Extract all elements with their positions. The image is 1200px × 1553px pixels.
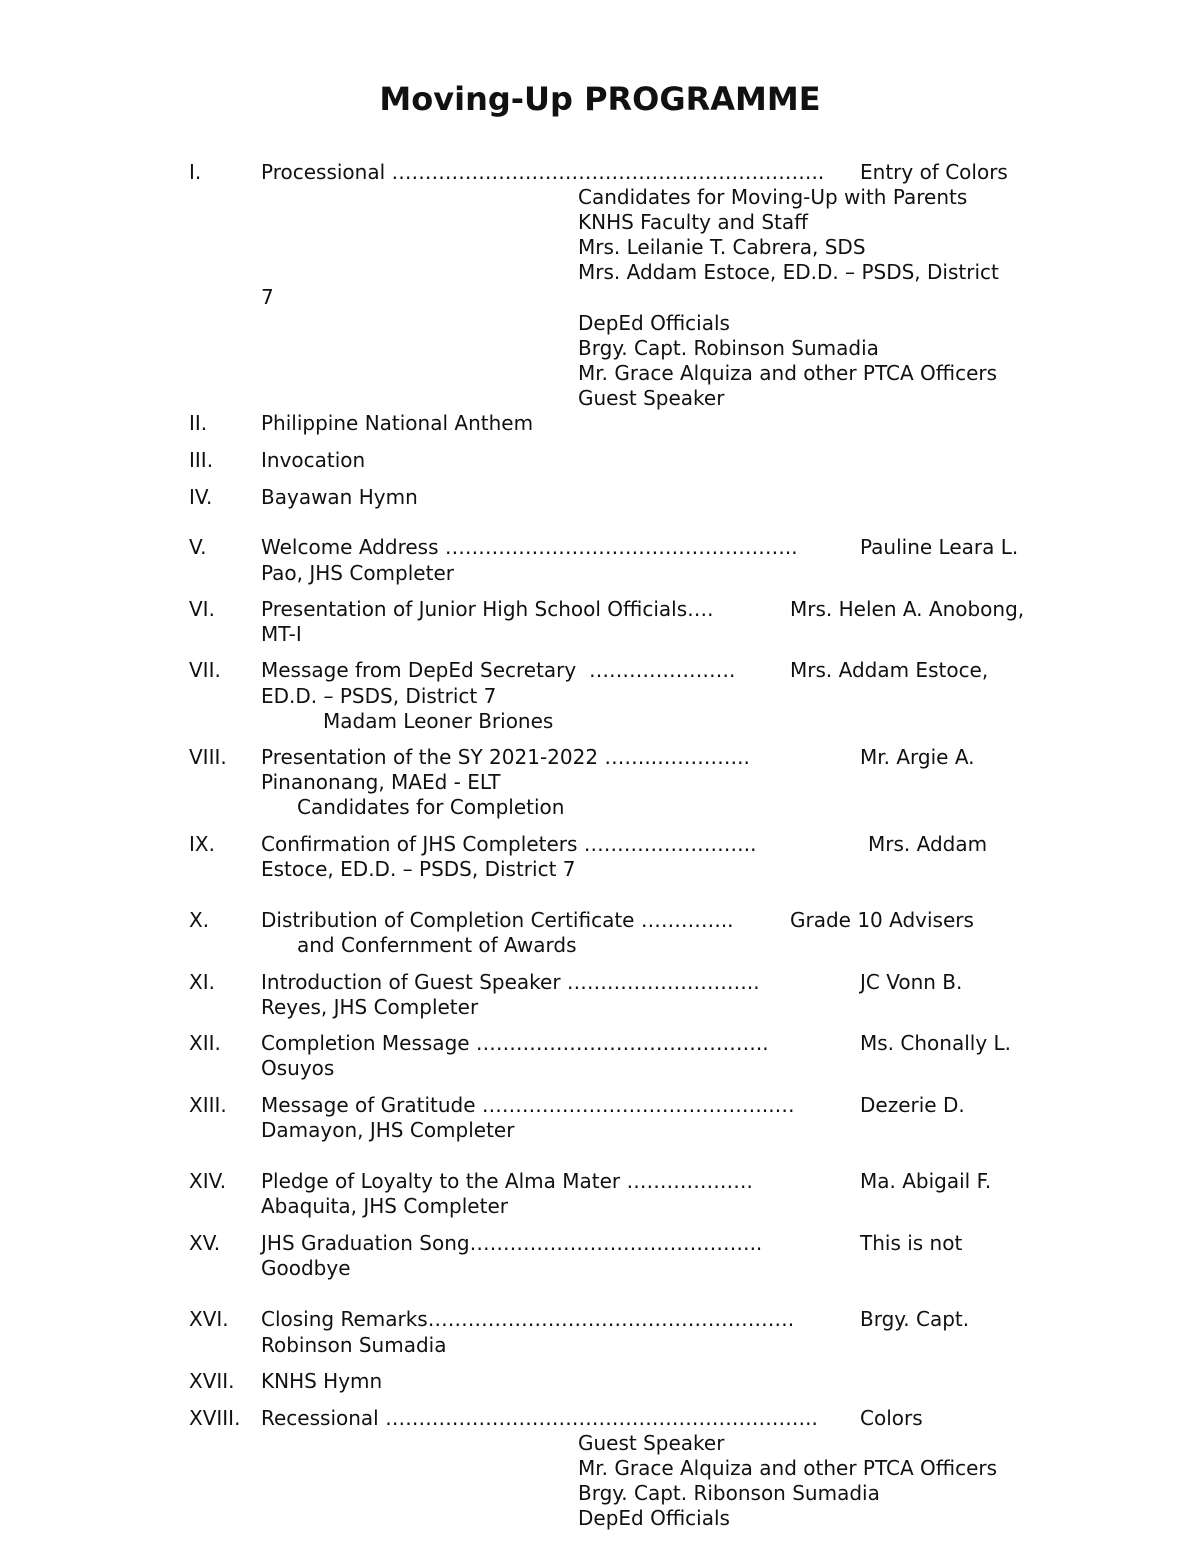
item-subline: KNHS Faculty and Staff bbox=[578, 210, 808, 234]
item-subline: Mrs. Addam Estoce, ED.D. – PSDS, District bbox=[578, 260, 999, 284]
item-subline: Guest Speaker bbox=[578, 386, 725, 410]
item-number: VI. bbox=[189, 597, 215, 621]
item-number: XVI. bbox=[189, 1307, 229, 1331]
item-title: Introduction of Guest Speaker ……………………….. bbox=[261, 970, 760, 994]
item-subline: Brgy. Capt. Robinson Sumadia bbox=[578, 336, 879, 360]
item-title: Presentation of the SY 2021-2022 ……..………….. bbox=[261, 745, 750, 769]
item-title: Recessional ……………………………………………………….. bbox=[261, 1406, 818, 1430]
item-title: Message of Gratitude ……………………………………..… bbox=[261, 1093, 795, 1117]
item-title-cont: Madam Leoner Briones bbox=[323, 709, 554, 733]
item-assignee: Entry of Colors bbox=[860, 160, 1008, 184]
item-assignee: Pauline Leara L. bbox=[860, 535, 1019, 559]
item-title: KNHS Hymn bbox=[261, 1369, 383, 1393]
item-subline: Candidates for Moving-Up with Parents bbox=[578, 185, 968, 209]
item-number: XVII. bbox=[189, 1369, 235, 1393]
item-subline: DepEd Officials bbox=[578, 311, 730, 335]
item-assignee-cont: Osuyos bbox=[261, 1056, 335, 1080]
item-subline: Mr. Grace Alquiza and other PTCA Officers bbox=[578, 361, 998, 385]
item-number: XI. bbox=[189, 970, 215, 994]
item-title: Philippine National Anthem bbox=[261, 411, 534, 435]
item-title: Closing Remarks………………………………………………. bbox=[261, 1307, 795, 1331]
item-assignee-cont: Robinson Sumadia bbox=[261, 1333, 447, 1357]
item-assignee: Ms. Chonally L. bbox=[860, 1031, 1012, 1055]
item-subline: Mrs. Leilanie T. Cabrera, SDS bbox=[578, 235, 866, 259]
item-number: III. bbox=[189, 448, 214, 472]
item-assignee-cont: MT-I bbox=[261, 622, 302, 646]
item-assignee: JC Vonn B. bbox=[860, 970, 963, 994]
item-number: VII. bbox=[189, 658, 221, 682]
item-subline: Guest Speaker bbox=[578, 1431, 725, 1455]
item-title: Distribution of Completion Certificate ………….. bbox=[261, 908, 734, 932]
item-number: XIII. bbox=[189, 1093, 227, 1117]
item-title: Presentation of Junior High School Officials…. bbox=[261, 597, 714, 621]
item-title-cont: and Confernment of Awards bbox=[297, 933, 577, 957]
item-assignee-cont: ED.D. – PSDS, District 7 bbox=[261, 684, 497, 708]
item-number: XVIII. bbox=[189, 1406, 241, 1430]
item-title: Processional ……………………………………………………….. bbox=[261, 160, 825, 184]
item-subline: Brgy. Capt. Ribonson Sumadia bbox=[578, 1481, 880, 1505]
item-assignee-cont: Pao, JHS Completer bbox=[261, 561, 454, 585]
item-number: X. bbox=[189, 908, 210, 932]
item-title: Pledge of Loyalty to the Alma Mater ………………. bbox=[261, 1169, 753, 1193]
item-assignee-cont: Goodbye bbox=[261, 1256, 351, 1280]
item-assignee-cont: Reyes, JHS Completer bbox=[261, 995, 479, 1019]
item-assignee: This is not bbox=[860, 1231, 963, 1255]
item-title: Welcome Address …………………………………………….. bbox=[261, 535, 798, 559]
item-subline: DepEd Officials bbox=[578, 1506, 730, 1530]
item-assignee-cont: Pinanonang, MAEd - ELT bbox=[261, 770, 501, 794]
item-assignee: Colors bbox=[860, 1406, 923, 1430]
item-number: V. bbox=[189, 535, 207, 559]
item-title: Message from DepEd Secretary …………………. bbox=[261, 658, 736, 682]
item-title: Confirmation of JHS Completers …………………….. bbox=[261, 832, 757, 856]
item-number: XII. bbox=[189, 1031, 221, 1055]
item-assignee: Mrs. Helen A. Anobong, bbox=[790, 597, 1025, 621]
item-title: Bayawan Hymn bbox=[261, 485, 418, 509]
item-assignee-cont: Estoce, ED.D. – PSDS, District 7 bbox=[261, 857, 576, 881]
item-assignee: Brgy. Capt. bbox=[860, 1307, 970, 1331]
item-title: Invocation bbox=[261, 448, 366, 472]
item-subline: Mr. Grace Alquiza and other PTCA Officers bbox=[578, 1456, 998, 1480]
item-assignee: Grade 10 Advisers bbox=[790, 908, 974, 932]
item-assignee-cont: Damayon, JHS Completer bbox=[261, 1118, 515, 1142]
page-title: Moving-Up PROGRAMME bbox=[379, 80, 821, 118]
item-number: VIII. bbox=[189, 745, 227, 769]
item-number: IX. bbox=[189, 832, 215, 856]
item-title: JHS Graduation Song…………………………………….. bbox=[261, 1231, 763, 1255]
item-title: Completion Message …………………………………….. bbox=[261, 1031, 769, 1055]
item-assignee: Mr. Argie A. bbox=[860, 745, 975, 769]
item-assignee: Dezerie D. bbox=[860, 1093, 965, 1117]
item-subline-wrap: 7 bbox=[261, 285, 274, 309]
item-number: IV. bbox=[189, 485, 213, 509]
item-number: XV. bbox=[189, 1231, 221, 1255]
item-assignee: Mrs. Addam Estoce, bbox=[790, 658, 989, 682]
item-title-cont: Candidates for Completion bbox=[297, 795, 565, 819]
item-assignee: Mrs. Addam bbox=[868, 832, 988, 856]
item-number: XIV. bbox=[189, 1169, 227, 1193]
item-assignee: Ma. Abigail F. bbox=[860, 1169, 992, 1193]
item-assignee-cont: Abaquita, JHS Completer bbox=[261, 1194, 508, 1218]
item-number: I. bbox=[189, 160, 202, 184]
item-number: II. bbox=[189, 411, 208, 435]
